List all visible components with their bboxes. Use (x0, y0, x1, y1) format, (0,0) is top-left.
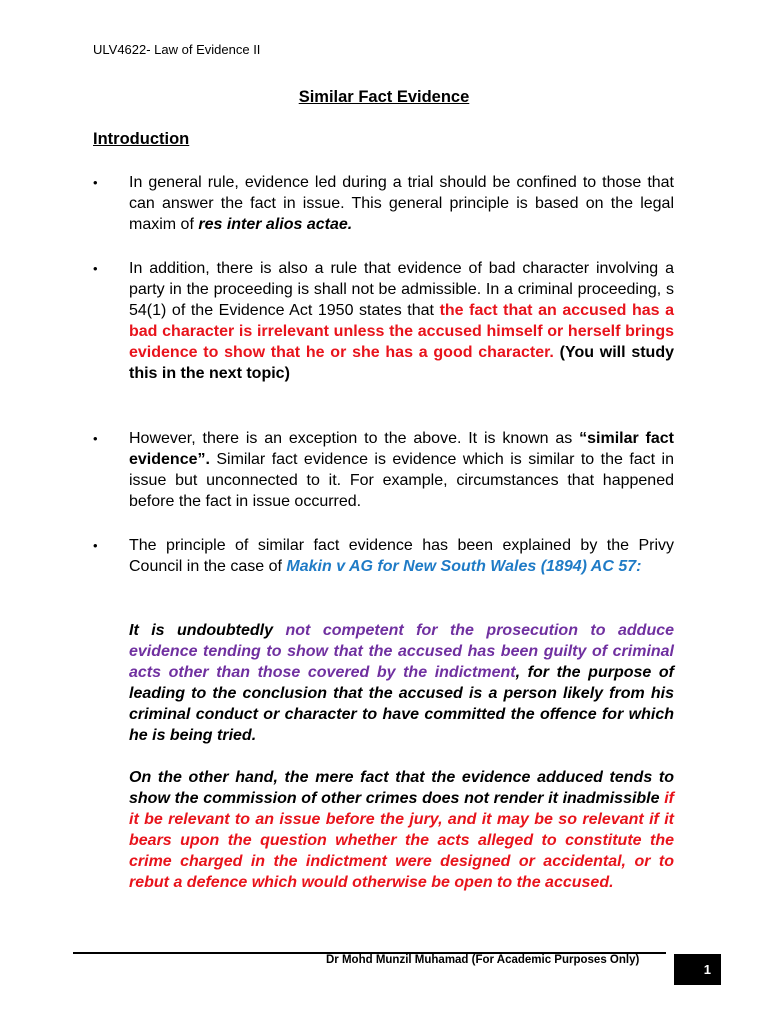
bullet-icon: • (93, 538, 98, 553)
list-item (93, 258, 674, 384)
list-item (93, 428, 674, 512)
list-item (93, 172, 674, 235)
bullet-text: In general rule, evidence led during a trial should be confined to those that can answer the fact in issue. This general principle is based on the legal maxim of res inter alios actae. (129, 174, 674, 233)
bullet-text: The principle of similar fact evidence has been explained by the Privy Council in the case of Makin v AG for New South Wales (1894) AC 57: (129, 537, 674, 575)
page-number: 1 (674, 954, 721, 985)
bullet-icon: • (93, 175, 98, 190)
quote-paragraph: On the other hand, the mere fact that the evidence adduced tends to show the commission of other crimes does not render it inadmissible if it be relevant to an issue before the jury, and it may be so relevant if it bears upon the question whether the acts alleged to constitute the crime charged in the indictment were designed or accidental, or to rebut a defence which would otherwise be open to the accused. (129, 769, 674, 891)
document-title: Similar Fact Evidence (298, 88, 470, 106)
list-item (93, 535, 674, 577)
footer-author: Dr Mohd Munzil Muhamad (For Academic Purposes Only) (326, 954, 640, 966)
section-heading: Introduction (93, 130, 190, 148)
bullet-icon: • (93, 261, 98, 276)
quote-paragraph: It is undoubtedly not competent for the prosecution to adduce evidence tending to show that the accused has been guilty of criminal acts other than those covered by the indictment, for the purpose of leading to the conclusion that the accused is a person likely from his criminal conduct or character to have committed the offence for which he is being tried. (129, 622, 675, 744)
bullet-text: However, there is an exception to the above. It is known as “similar fact evidence”. Similar fact evidence is evidence which is similar to the fact in issue but unconnected to it. For example, circumstances that happened before the fact in issue occurred. (129, 430, 675, 510)
bullet-text: In addition, there is also a rule that evidence of bad character involving a party in the proceeding is shall not be admissible. In a criminal proceeding, s 54(1) of the Evidence Act 1950 states that the fact that an accused has a bad character is irrelevant unless the accused himself or herself brings evidence to show that he or she has a good character. (You will study this in the next topic) (129, 260, 675, 382)
course-header: ULV4622- Law of Evidence II (93, 42, 261, 57)
bullet-icon: • (93, 431, 98, 446)
